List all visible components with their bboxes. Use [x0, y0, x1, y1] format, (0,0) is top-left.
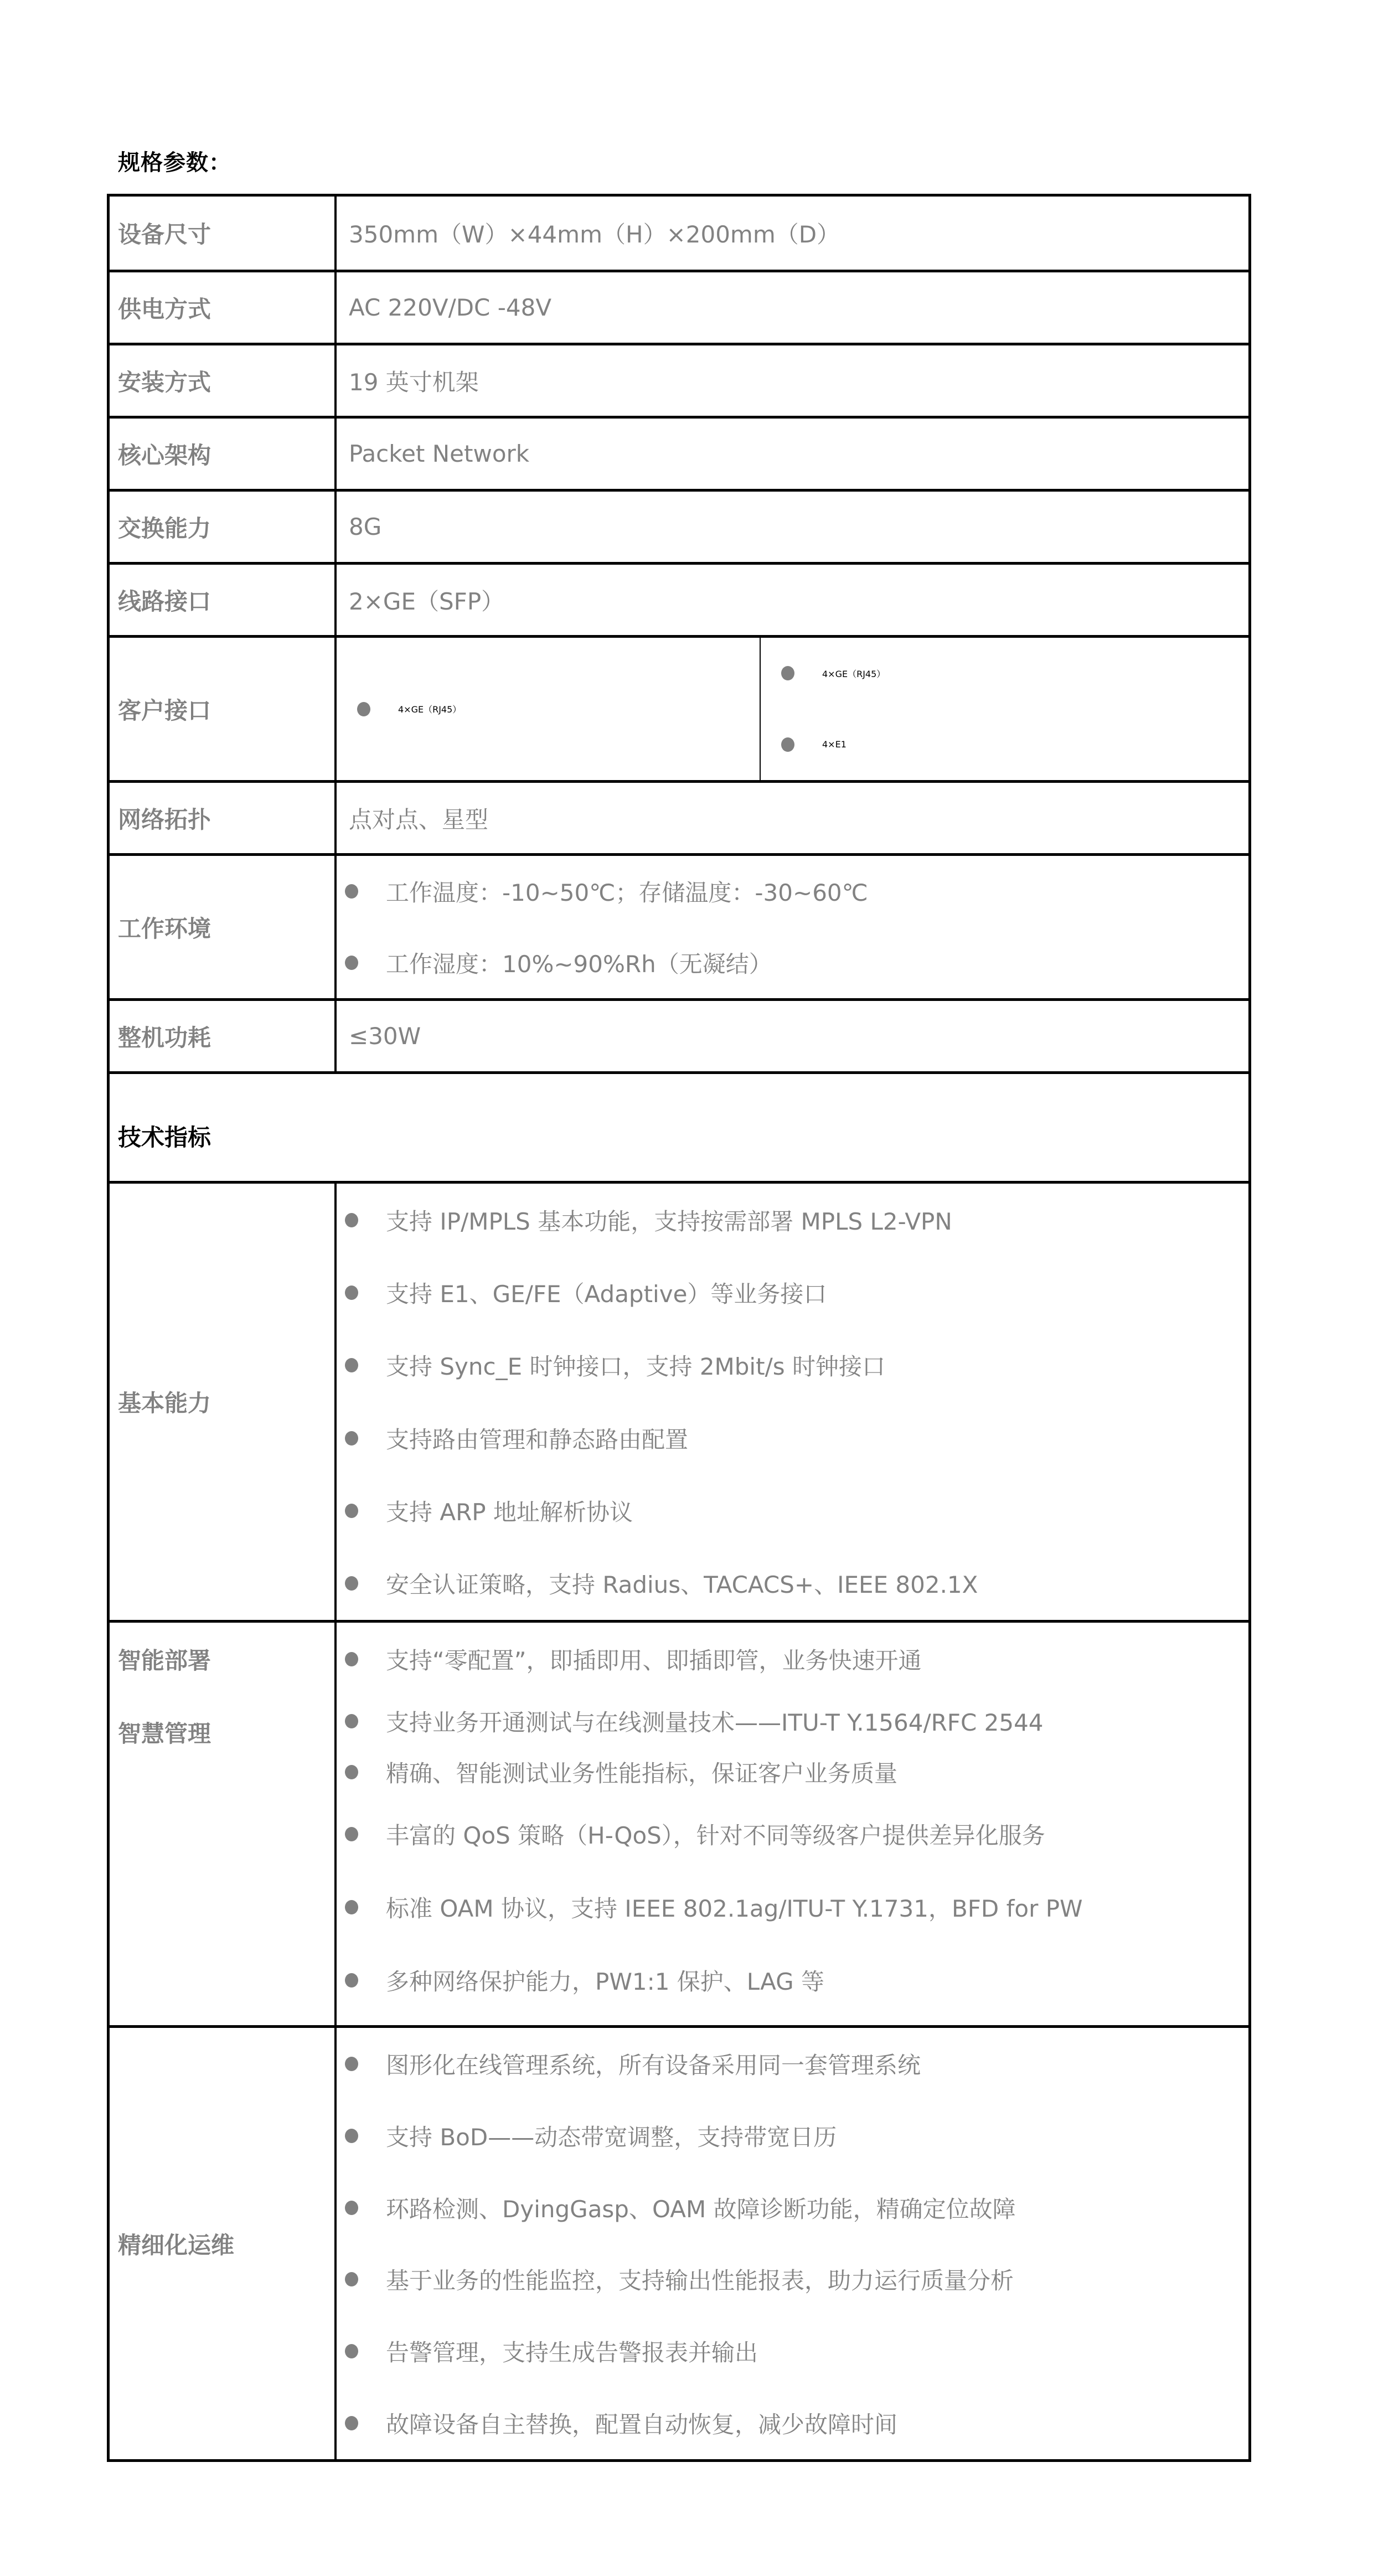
- bullet-icon: [345, 1286, 358, 1300]
- spec-row-power: [110, 998, 1248, 1071]
- bullet-icon: [345, 956, 358, 970]
- list-item-text: 基于业务的性能监控，支持输出性能报表，助力运行质量分析: [386, 2267, 1014, 2295]
- list-item: [337, 1329, 1248, 1402]
- bullet-icon: [357, 702, 370, 716]
- spec-row-line-interface: [110, 562, 1248, 635]
- bullet-icon: [345, 1765, 358, 1779]
- bullet-icon: [345, 2201, 358, 2215]
- spec-table: [107, 194, 1251, 2462]
- list-item: [337, 2028, 1248, 2100]
- bullet-icon: [345, 1827, 358, 1841]
- list-item-text: 环路检测、DyingGasp、OAM 故障诊断功能，精确定位故障: [386, 2195, 1016, 2223]
- bullet-icon: [345, 1652, 358, 1666]
- list-item: [337, 2243, 1248, 2315]
- bullet-icon: [345, 2129, 358, 2143]
- spec-label: 整机功耗: [110, 1001, 337, 1071]
- list-item-text: 安全认证策略，支持 Radius、TACACS+、IEEE 802.1X: [386, 1571, 978, 1599]
- bullet-icon: [345, 1714, 358, 1728]
- spec-value: AC 220V/DC -48V: [349, 294, 552, 321]
- list-item: [773, 638, 1248, 709]
- list-item: [349, 673, 760, 746]
- tech-label: 智慧管理: [118, 1720, 211, 1747]
- list-item: [337, 1402, 1248, 1474]
- tech-label: 基本能力: [110, 1184, 337, 1620]
- list-item-text: 多种网络保护能力，PW1:1 保护、LAG 等: [386, 1968, 825, 1995]
- spec-value: Packet Network: [349, 440, 530, 467]
- section-title: 技术指标: [118, 1123, 211, 1151]
- list-item-text: 丰富的 QoS 策略（H-QoS），针对不同等级客户提供差异化服务: [386, 1822, 1045, 1849]
- bullet-icon: [345, 1973, 358, 1988]
- spec-row-customer-interface: [110, 635, 1248, 780]
- section-header-row: [110, 1071, 1248, 1181]
- spec-row-architecture: [110, 416, 1248, 489]
- list-item-text: 4×GE（RJ45）: [398, 704, 462, 715]
- list-item-text: 工作温度：-10~50℃；存储温度：-30~60℃: [386, 879, 868, 907]
- spec-row-switching: [110, 489, 1248, 562]
- spec-row-installation: [110, 343, 1248, 416]
- list-item: [337, 2172, 1248, 2244]
- customer-interface-options: [337, 638, 1248, 780]
- bullet-icon: [345, 2416, 358, 2430]
- spec-row-topology: [110, 780, 1248, 853]
- list-item: [337, 1944, 1248, 2017]
- list-item: [337, 927, 1248, 999]
- bullet-icon: [345, 1504, 358, 1518]
- spec-label: 客户接口: [110, 638, 337, 780]
- spec-value: 19 英寸机架: [349, 368, 479, 396]
- list-item: [337, 856, 1248, 927]
- bullet-icon: [345, 1358, 358, 1372]
- list-item: [337, 1623, 1248, 1696]
- spec-label: 安装方式: [110, 345, 337, 416]
- list-item-text: 支持 Sync_E 时钟接口，支持 2Mbit/s 时钟接口: [386, 1353, 885, 1381]
- list-item-text: 精确、智能测试业务性能指标，保证客户业务质量: [386, 1760, 898, 1787]
- spec-row-power-supply: [110, 270, 1248, 343]
- list-item-text: 4×GE（RJ45）: [822, 668, 886, 679]
- list-item-text: 标准 OAM 协议，支持 IEEE 802.1ag/ITU-T Y.1731，BFD for PW: [386, 1895, 1083, 1922]
- spec-value: 点对点、星型: [349, 806, 489, 833]
- list-item-text: 支持 IP/MPLS 基本功能，支持按需部署 MPLS L2-VPN: [386, 1207, 952, 1235]
- spec-label: 核心架构: [110, 419, 337, 489]
- spec-label: 网络拓扑: [110, 783, 337, 853]
- list-item: [337, 1871, 1248, 1944]
- list-item: [337, 1798, 1248, 1871]
- tech-label: 智能部署: [118, 1647, 211, 1674]
- bullet-icon: [345, 1900, 358, 1914]
- customer-interface-option-a: [337, 638, 761, 780]
- bullet-icon: [345, 1576, 358, 1591]
- tech-value-list: [337, 1623, 1248, 2025]
- list-item: [773, 709, 1248, 781]
- list-item: [337, 2100, 1248, 2172]
- list-item-text: 支持业务开通测试与在线测量技术——ITU-T Y.1564/RFC 2544: [386, 1709, 1044, 1736]
- spec-value-list: [337, 856, 1248, 998]
- list-item: [337, 1474, 1248, 1547]
- spec-label: 设备尺寸: [110, 197, 337, 270]
- list-item-text: 支持“零配置”，即插即用、即插即管，业务快速开通: [386, 1647, 922, 1674]
- spec-row-environment: [110, 853, 1248, 998]
- bullet-icon: [345, 884, 358, 899]
- list-item-text: 告警管理，支持生成告警报表并输出: [386, 2339, 758, 2367]
- list-item: [337, 1747, 1248, 1798]
- list-item: [337, 1696, 1248, 1747]
- page-title: 规格参数：: [118, 150, 231, 175]
- tech-value-list: [337, 2028, 1248, 2459]
- bullet-icon: [345, 1431, 358, 1446]
- tech-row-basic: [110, 1181, 1248, 1620]
- spec-label: 供电方式: [110, 272, 337, 343]
- spec-value: 350mm（W）×44mm（H）×200mm（D）: [349, 221, 840, 248]
- list-item-text: 故障设备自主替换，配置自动恢复，减少故障时间: [386, 2411, 898, 2439]
- bullet-icon: [345, 2057, 358, 2071]
- bullet-icon: [781, 666, 794, 680]
- tech-row-ops: [110, 2025, 1248, 2459]
- spec-label: 工作环境: [110, 856, 337, 998]
- tech-label-group: [110, 1623, 337, 2025]
- list-item-text: 支持 ARP 地址解析协议: [386, 1498, 633, 1526]
- tech-row-smart: [110, 1620, 1248, 2025]
- list-item: [337, 1547, 1248, 1620]
- tech-value-list: [337, 1184, 1248, 1620]
- bullet-icon: [781, 737, 794, 752]
- list-item: [337, 2387, 1248, 2459]
- spec-value: ≤30W: [349, 1023, 421, 1050]
- spec-label: 交换能力: [110, 492, 337, 562]
- list-item: [337, 1256, 1248, 1329]
- list-item-text: 图形化在线管理系统，所有设备采用同一套管理系统: [386, 2051, 921, 2079]
- spec-value: 2×GE（SFP）: [349, 587, 505, 615]
- list-item: [337, 2315, 1248, 2387]
- list-item-text: 工作湿度：10%~90%Rh（无凝结）: [386, 950, 772, 978]
- list-item-text: 支持 E1、GE/FE（Adaptive）等业务接口: [386, 1280, 827, 1308]
- bullet-icon: [345, 2344, 358, 2358]
- list-item-text: 支持 BoD——动态带宽调整，支持带宽日历: [386, 2123, 837, 2151]
- bullet-icon: [345, 1213, 358, 1227]
- list-item-text: 4×E1: [822, 739, 846, 750]
- spec-value: 8G: [349, 513, 382, 540]
- bullet-icon: [345, 2272, 358, 2286]
- spec-row-size: [110, 197, 1248, 270]
- list-item-text: 支持路由管理和静态路由配置: [386, 1426, 689, 1453]
- customer-interface-option-b: [761, 638, 1248, 780]
- tech-label: 精细化运维: [110, 2028, 337, 2459]
- list-item: [337, 1184, 1248, 1256]
- spec-label: 线路接口: [110, 565, 337, 635]
